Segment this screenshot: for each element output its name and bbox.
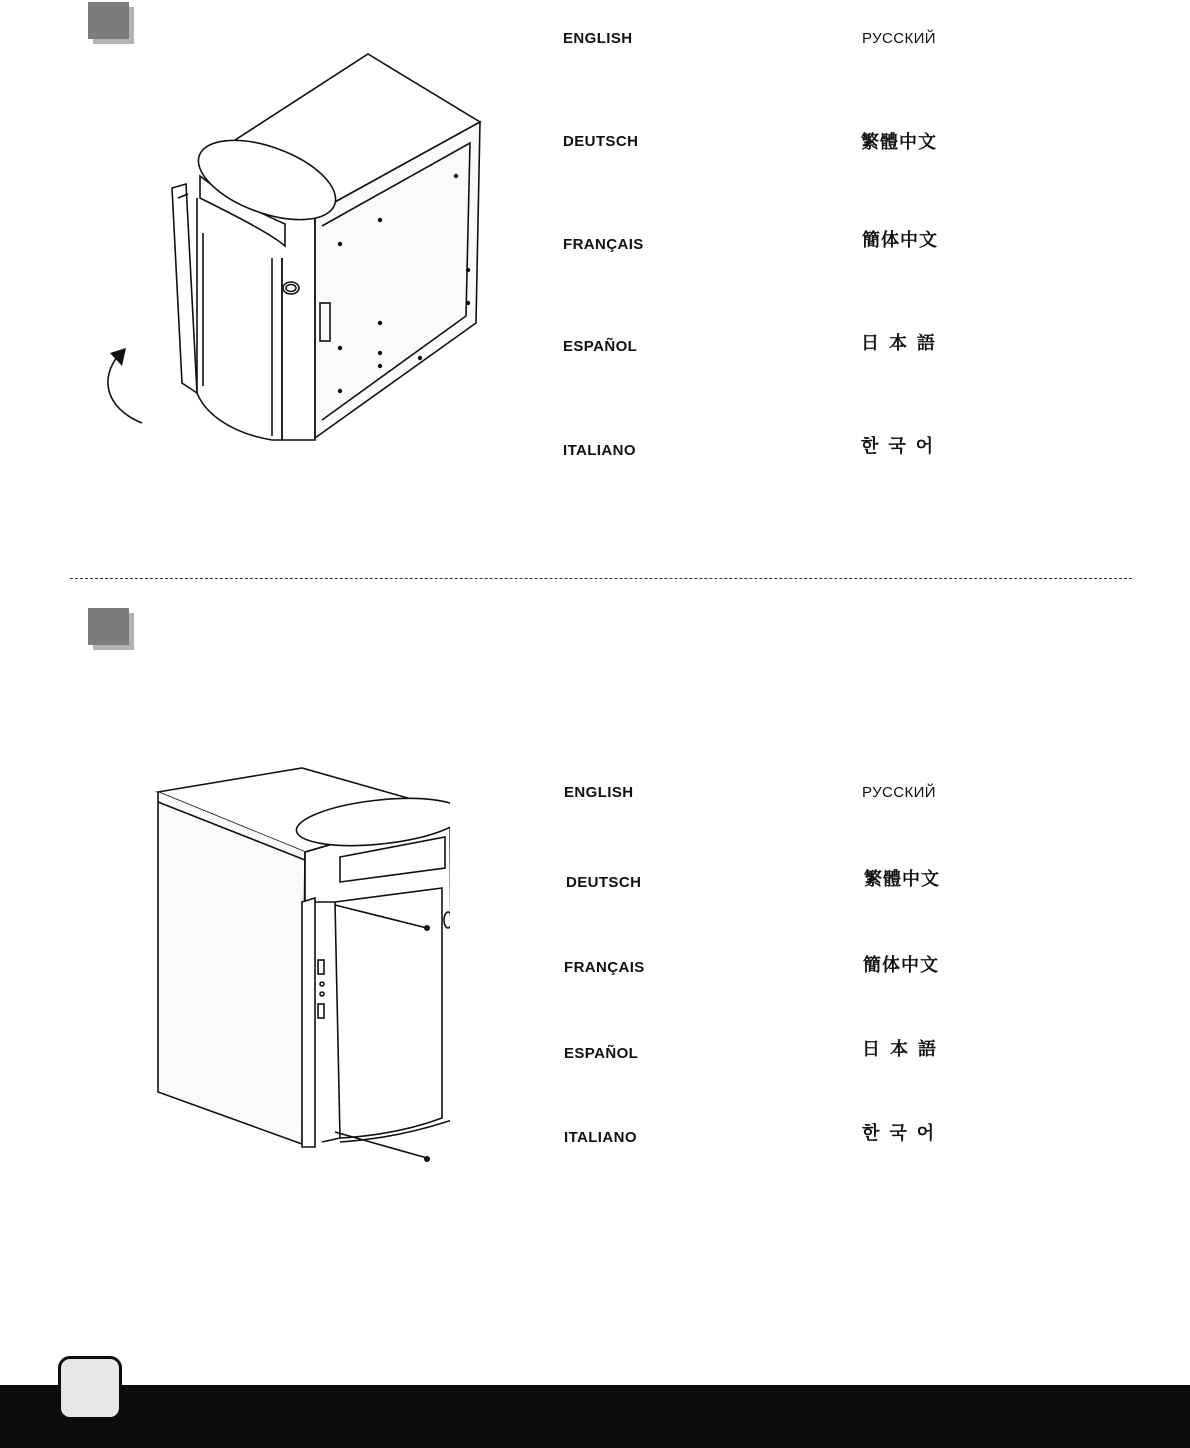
section2-lang-korean: 한국어 (862, 1123, 945, 1144)
case-front-bezel-illustration (150, 762, 450, 1172)
section2-lang-french: FRANÇAIS (564, 959, 645, 976)
section2-lang-traditional-chinese: 繁體中文 (864, 869, 940, 890)
section2-lang-english: ENGLISH (564, 784, 634, 801)
section1-lang-russian: РУССКИЙ (862, 30, 936, 47)
section1-lang-japanese: 日本語 (861, 333, 945, 354)
section2-lang-spanish: ESPAÑOL (564, 1045, 639, 1062)
section-divider (70, 578, 1132, 579)
section1-lang-traditional-chinese: 繁體中文 (861, 132, 937, 153)
section2-lang-german: DEUTSCH (566, 874, 642, 891)
section2-lang-italian: ITALIANO (564, 1129, 637, 1146)
section2-lang-russian: РУССКИЙ (862, 784, 936, 801)
section1-lang-spanish: ESPAÑOL (563, 338, 638, 355)
step-1-marker (88, 2, 134, 44)
footer-bar (0, 1385, 1190, 1448)
section1-lang-french: FRANÇAIS (563, 236, 644, 253)
page-number-badge (58, 1356, 122, 1420)
step-2-marker (88, 608, 134, 650)
section1-lang-german: DEUTSCH (563, 133, 639, 150)
section1-lang-simplified-chinese: 簡体中文 (862, 230, 938, 251)
section1-lang-korean: 한국어 (861, 436, 944, 457)
case-side-panel-illustration (100, 48, 490, 448)
section1-lang-italian: ITALIANO (563, 442, 636, 459)
section2-lang-simplified-chinese: 簡体中文 (863, 955, 939, 976)
section1-lang-english: ENGLISH (563, 30, 633, 47)
section2-lang-japanese: 日本語 (862, 1039, 946, 1060)
